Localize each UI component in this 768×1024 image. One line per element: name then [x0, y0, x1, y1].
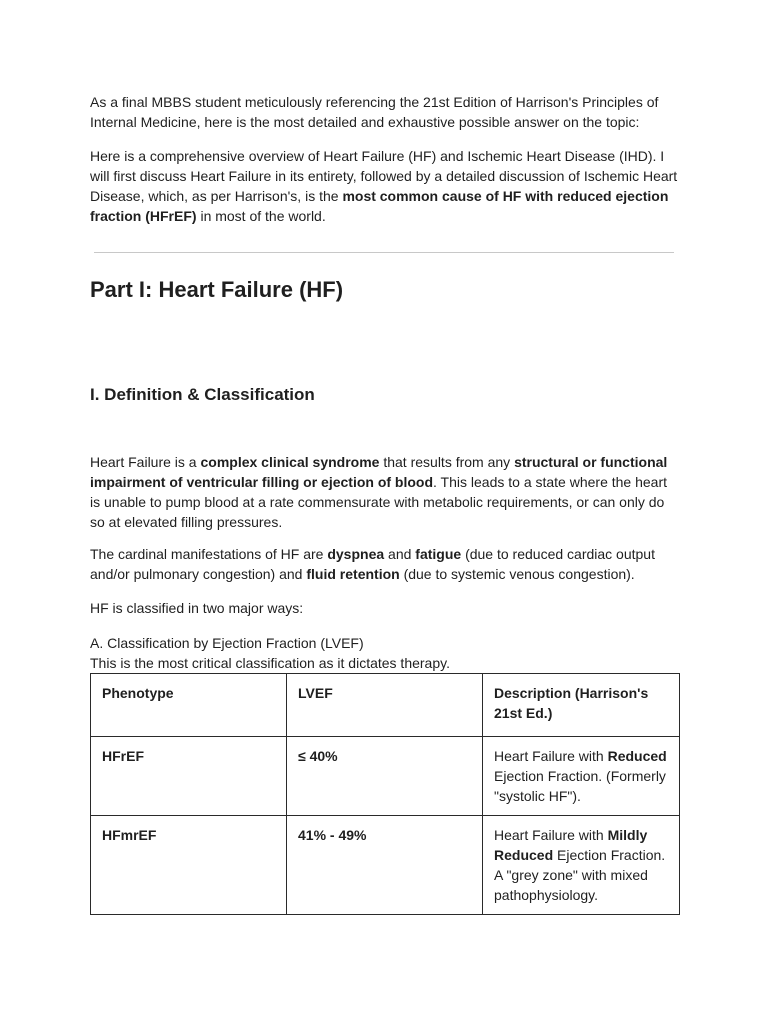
overview-text-end: in most of the world.: [196, 208, 326, 224]
manifestations-text: The cardinal manifestations of HF are: [90, 546, 328, 562]
header-phenotype: Phenotype: [91, 674, 287, 737]
lvef-cell: 41% - 49%: [287, 816, 483, 915]
divider: [94, 252, 674, 253]
classification-intro: HF is classified in two major ways:: [90, 600, 304, 616]
description-text: Ejection Fraction. (Formerly "systolic HF").: [494, 768, 666, 804]
intro-paragraph: As a final MBBS student meticulously referencing the 21st Edition of Harrison's Principles of Internal Medicine, here is the most detailed and exhaustive possible answer on the topic:: [90, 94, 659, 130]
manifestations-text: (due to systemic venous congestion).: [399, 566, 635, 582]
manifestations-emphasis: fluid retention: [306, 566, 400, 582]
definition-text: Heart Failure is a: [90, 454, 201, 470]
section-title: I. Definition & Classification: [90, 385, 315, 404]
overview-paragraph: [90, 146, 680, 226]
phenotype-cell: HFmrEF: [91, 816, 287, 915]
description-emphasis: Mildly Reduced: [494, 827, 648, 863]
definition-text: that results from any: [379, 454, 515, 470]
manifestations-emphasis: dyspnea: [327, 546, 385, 562]
overview-text: Here is a comprehensive overview of Heart Failure (HF) and Ischemic Heart Disease (IHD). I will first discuss Heart Failure in its entirety, followed by a detailed discussion of Ischemic Heart Disease, which, as per Harrison's, is the: [90, 148, 678, 204]
description-cell: [483, 816, 680, 915]
manifestations-text: (due to reduced cardiac output and/or pulmonary congestion) and: [90, 546, 655, 582]
description-emphasis: Reduced: [607, 748, 667, 764]
description-text: Heart Failure with: [494, 748, 608, 764]
definition-paragraph: [90, 452, 680, 532]
part-title: Part I: Heart Failure (HF): [90, 277, 344, 302]
table-header-row: [91, 674, 680, 737]
classification-a-note: This is the most critical classification as it dictates therapy.: [90, 655, 450, 671]
manifestations-emphasis: fatigue: [415, 546, 462, 562]
phenotype-cell: HFrEF: [91, 737, 287, 816]
definition-emphasis: structural or functional impairment of ventricular filling or ejection of blood: [90, 454, 668, 490]
description-cell: [483, 737, 680, 816]
description-text: Ejection Fraction. A "grey zone" with mixed pathophysiology.: [494, 847, 666, 903]
definition-emphasis: complex clinical syndrome: [200, 454, 380, 470]
definition-text: . This leads to a state where the heart is unable to pump blood at a rate commensurate with metabolic requirements, or can only do so at elevated filling pressures.: [90, 474, 668, 530]
lvef-cell: ≤ 40%: [287, 737, 483, 816]
manifestations-text: and: [384, 546, 416, 562]
table-row: [91, 816, 680, 915]
header-lvef: LVEF: [287, 674, 483, 737]
table-row: [91, 737, 680, 816]
ejection-fraction-table: [90, 673, 680, 915]
manifestations-paragraph: [90, 544, 680, 584]
header-description: Description (Harrison's 21st Ed.): [483, 674, 680, 737]
classification-a-title: A. Classification by Ejection Fraction (LVEF): [90, 635, 364, 651]
description-text: Heart Failure with: [494, 827, 608, 843]
overview-emphasis: most common cause of HF with reduced ejection fraction (HFrEF): [90, 188, 669, 224]
